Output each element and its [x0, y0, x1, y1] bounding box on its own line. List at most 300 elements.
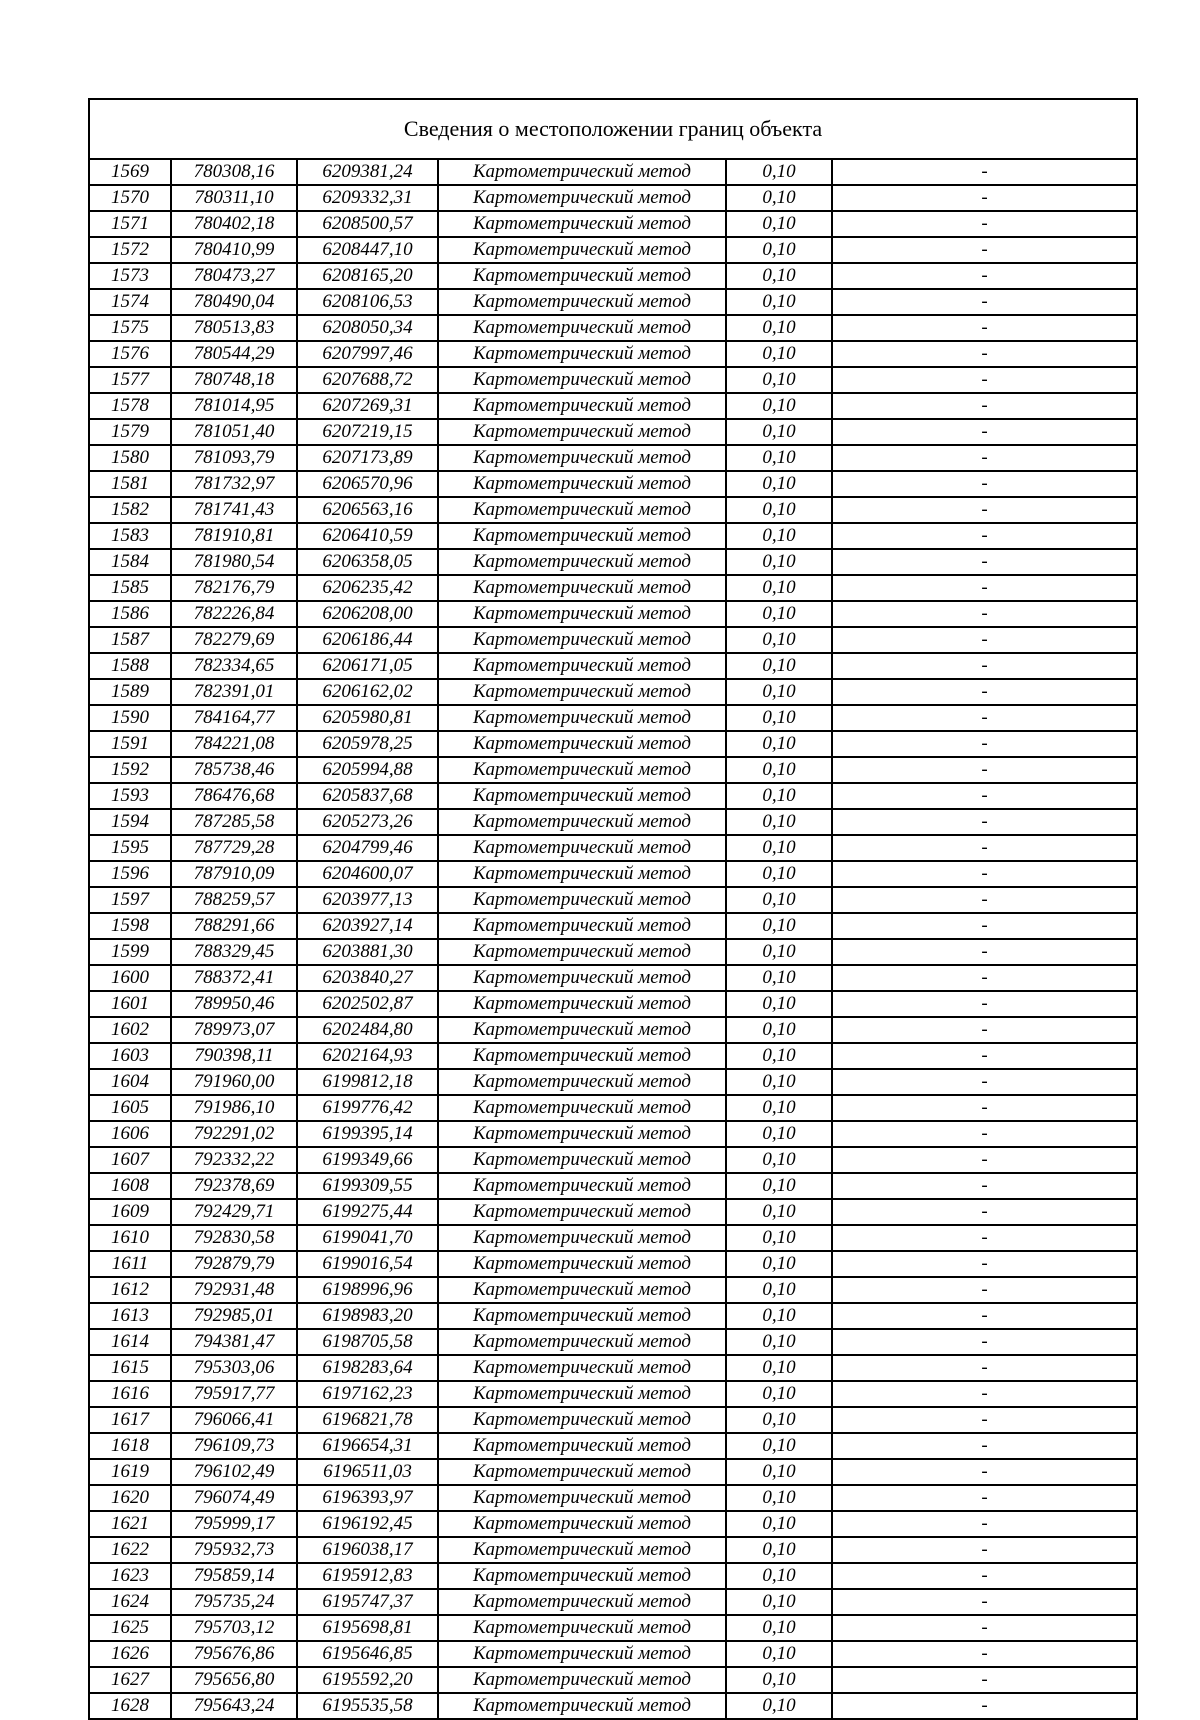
- point-number-cell: 1578: [90, 393, 171, 419]
- x-coordinate-cell: 795656,80: [171, 1667, 297, 1693]
- description-cell: -: [832, 211, 1136, 237]
- precision-cell: 0,10: [726, 1459, 832, 1485]
- y-coordinate-cell: 6206235,42: [297, 575, 438, 601]
- description-cell: -: [832, 1589, 1136, 1615]
- x-coordinate-cell: 789973,07: [171, 1017, 297, 1043]
- description-cell: -: [832, 1147, 1136, 1173]
- point-number-cell: 1603: [90, 1043, 171, 1069]
- y-coordinate-cell: 6195698,81: [297, 1615, 438, 1641]
- x-coordinate-cell: 795703,12: [171, 1615, 297, 1641]
- description-cell: -: [832, 549, 1136, 575]
- method-cell: Картометрический метод: [438, 393, 726, 419]
- x-coordinate-cell: 795917,77: [171, 1381, 297, 1407]
- x-coordinate-cell: 788372,41: [171, 965, 297, 991]
- precision-cell: 0,10: [726, 341, 832, 367]
- point-number-cell: 1620: [90, 1485, 171, 1511]
- x-coordinate-cell: 780402,18: [171, 211, 297, 237]
- method-cell: Картометрический метод: [438, 1381, 726, 1407]
- x-coordinate-cell: 795999,17: [171, 1511, 297, 1537]
- point-number-cell: 1571: [90, 211, 171, 237]
- y-coordinate-cell: 6199041,70: [297, 1225, 438, 1251]
- point-number-cell: 1580: [90, 445, 171, 471]
- method-cell: Картометрический метод: [438, 263, 726, 289]
- x-coordinate-cell: 788291,66: [171, 913, 297, 939]
- y-coordinate-cell: 6196393,97: [297, 1485, 438, 1511]
- x-coordinate-cell: 787285,58: [171, 809, 297, 835]
- table-row: [90, 1355, 1136, 1381]
- precision-cell: 0,10: [726, 1303, 832, 1329]
- description-cell: -: [832, 315, 1136, 341]
- y-coordinate-cell: 6197162,23: [297, 1381, 438, 1407]
- description-cell: -: [832, 575, 1136, 601]
- precision-cell: 0,10: [726, 887, 832, 913]
- precision-cell: 0,10: [726, 861, 832, 887]
- point-number-cell: 1619: [90, 1459, 171, 1485]
- x-coordinate-cell: 791986,10: [171, 1095, 297, 1121]
- description-cell: -: [832, 601, 1136, 627]
- table-row: [90, 1251, 1136, 1277]
- point-number-cell: 1611: [90, 1251, 171, 1277]
- description-cell: -: [832, 679, 1136, 705]
- precision-cell: 0,10: [726, 939, 832, 965]
- point-number-cell: 1587: [90, 627, 171, 653]
- table-row: [90, 471, 1136, 497]
- y-coordinate-cell: 6209381,24: [297, 160, 438, 185]
- point-number-cell: 1588: [90, 653, 171, 679]
- method-cell: Картометрический метод: [438, 1251, 726, 1277]
- point-number-cell: 1581: [90, 471, 171, 497]
- x-coordinate-cell: 791960,00: [171, 1069, 297, 1095]
- table-row: [90, 835, 1136, 861]
- precision-cell: 0,10: [726, 991, 832, 1017]
- description-cell: -: [832, 1355, 1136, 1381]
- method-cell: Картометрический метод: [438, 1069, 726, 1095]
- description-cell: -: [832, 393, 1136, 419]
- precision-cell: 0,10: [726, 1173, 832, 1199]
- precision-cell: 0,10: [726, 471, 832, 497]
- method-cell: Картометрический метод: [438, 679, 726, 705]
- description-cell: -: [832, 653, 1136, 679]
- point-number-cell: 1590: [90, 705, 171, 731]
- x-coordinate-cell: 795643,24: [171, 1693, 297, 1718]
- y-coordinate-cell: 6199309,55: [297, 1173, 438, 1199]
- method-cell: Картометрический метод: [438, 1277, 726, 1303]
- table-row: [90, 1303, 1136, 1329]
- precision-cell: 0,10: [726, 783, 832, 809]
- x-coordinate-cell: 789950,46: [171, 991, 297, 1017]
- precision-cell: 0,10: [726, 1693, 832, 1718]
- point-number-cell: 1576: [90, 341, 171, 367]
- table-row: [90, 445, 1136, 471]
- method-cell: Картометрический метод: [438, 1199, 726, 1225]
- precision-cell: 0,10: [726, 757, 832, 783]
- y-coordinate-cell: 6196038,17: [297, 1537, 438, 1563]
- point-number-cell: 1572: [90, 237, 171, 263]
- point-number-cell: 1602: [90, 1017, 171, 1043]
- y-coordinate-cell: 6199812,18: [297, 1069, 438, 1095]
- precision-cell: 0,10: [726, 289, 832, 315]
- description-cell: -: [832, 1303, 1136, 1329]
- y-coordinate-cell: 6203927,14: [297, 913, 438, 939]
- precision-cell: 0,10: [726, 1277, 832, 1303]
- description-cell: -: [832, 1537, 1136, 1563]
- method-cell: Картометрический метод: [438, 341, 726, 367]
- method-cell: Картометрический метод: [438, 315, 726, 341]
- precision-cell: 0,10: [726, 1667, 832, 1693]
- point-number-cell: 1573: [90, 263, 171, 289]
- description-cell: -: [832, 887, 1136, 913]
- table-row: [90, 1459, 1136, 1485]
- description-cell: -: [832, 1641, 1136, 1667]
- precision-cell: 0,10: [726, 1407, 832, 1433]
- x-coordinate-cell: 792291,02: [171, 1121, 297, 1147]
- y-coordinate-cell: 6205837,68: [297, 783, 438, 809]
- table-row: [90, 731, 1136, 757]
- x-coordinate-cell: 788259,57: [171, 887, 297, 913]
- table-row: [90, 627, 1136, 653]
- point-number-cell: 1622: [90, 1537, 171, 1563]
- x-coordinate-cell: 795303,06: [171, 1355, 297, 1381]
- y-coordinate-cell: 6195592,20: [297, 1667, 438, 1693]
- method-cell: Картометрический метод: [438, 1433, 726, 1459]
- x-coordinate-cell: 787729,28: [171, 835, 297, 861]
- precision-cell: 0,10: [726, 367, 832, 393]
- description-cell: -: [832, 1667, 1136, 1693]
- method-cell: Картометрический метод: [438, 835, 726, 861]
- point-number-cell: 1610: [90, 1225, 171, 1251]
- table-row: [90, 757, 1136, 783]
- point-number-cell: 1598: [90, 913, 171, 939]
- description-cell: -: [832, 991, 1136, 1017]
- table-row: [90, 1485, 1136, 1511]
- description-cell: -: [832, 1121, 1136, 1147]
- table-row: [90, 1147, 1136, 1173]
- description-cell: -: [832, 419, 1136, 445]
- description-cell: -: [832, 237, 1136, 263]
- method-cell: Картометрический метод: [438, 1459, 726, 1485]
- y-coordinate-cell: 6199275,44: [297, 1199, 438, 1225]
- method-cell: Картометрический метод: [438, 627, 726, 653]
- point-number-cell: 1621: [90, 1511, 171, 1537]
- point-number-cell: 1592: [90, 757, 171, 783]
- table-row: [90, 393, 1136, 419]
- table-row: [90, 913, 1136, 939]
- precision-cell: 0,10: [726, 913, 832, 939]
- description-cell: -: [832, 835, 1136, 861]
- precision-cell: 0,10: [726, 1017, 832, 1043]
- precision-cell: 0,10: [726, 835, 832, 861]
- precision-cell: 0,10: [726, 705, 832, 731]
- table-row: [90, 1277, 1136, 1303]
- table-row: [90, 1407, 1136, 1433]
- point-number-cell: 1586: [90, 601, 171, 627]
- precision-cell: 0,10: [726, 679, 832, 705]
- table-row: [90, 601, 1136, 627]
- table-row: [90, 939, 1136, 965]
- point-number-cell: 1585: [90, 575, 171, 601]
- y-coordinate-cell: 6199349,66: [297, 1147, 438, 1173]
- method-cell: Картометрический метод: [438, 1095, 726, 1121]
- point-number-cell: 1607: [90, 1147, 171, 1173]
- y-coordinate-cell: 6203840,27: [297, 965, 438, 991]
- y-coordinate-cell: 6206570,96: [297, 471, 438, 497]
- x-coordinate-cell: 796109,73: [171, 1433, 297, 1459]
- x-coordinate-cell: 780544,29: [171, 341, 297, 367]
- x-coordinate-cell: 780490,04: [171, 289, 297, 315]
- point-number-cell: 1582: [90, 497, 171, 523]
- table-row: [90, 679, 1136, 705]
- point-number-cell: 1597: [90, 887, 171, 913]
- y-coordinate-cell: 6204799,46: [297, 835, 438, 861]
- y-coordinate-cell: 6206186,44: [297, 627, 438, 653]
- point-number-cell: 1616: [90, 1381, 171, 1407]
- method-cell: Картометрический метод: [438, 1693, 726, 1718]
- y-coordinate-cell: 6209332,31: [297, 185, 438, 211]
- x-coordinate-cell: 792985,01: [171, 1303, 297, 1329]
- y-coordinate-cell: 6198983,20: [297, 1303, 438, 1329]
- description-cell: -: [832, 705, 1136, 731]
- method-cell: Картометрический метод: [438, 1225, 726, 1251]
- table-row: [90, 783, 1136, 809]
- x-coordinate-cell: 792378,69: [171, 1173, 297, 1199]
- y-coordinate-cell: 6202502,87: [297, 991, 438, 1017]
- y-coordinate-cell: 6206208,00: [297, 601, 438, 627]
- y-coordinate-cell: 6208106,53: [297, 289, 438, 315]
- x-coordinate-cell: 794381,47: [171, 1329, 297, 1355]
- table-row: [90, 341, 1136, 367]
- y-coordinate-cell: 6205980,81: [297, 705, 438, 731]
- x-coordinate-cell: 781732,97: [171, 471, 297, 497]
- table-row: [90, 1095, 1136, 1121]
- method-cell: Картометрический метод: [438, 783, 726, 809]
- y-coordinate-cell: 6202484,80: [297, 1017, 438, 1043]
- point-number-cell: 1604: [90, 1069, 171, 1095]
- y-coordinate-cell: 6195747,37: [297, 1589, 438, 1615]
- precision-cell: 0,10: [726, 653, 832, 679]
- method-cell: Картометрический метод: [438, 939, 726, 965]
- description-cell: -: [832, 1277, 1136, 1303]
- table-row: [90, 160, 1136, 185]
- method-cell: Картометрический метод: [438, 1147, 726, 1173]
- table-row: [90, 1511, 1136, 1537]
- table-row: [90, 1199, 1136, 1225]
- x-coordinate-cell: 780311,10: [171, 185, 297, 211]
- x-coordinate-cell: 788329,45: [171, 939, 297, 965]
- description-cell: -: [832, 965, 1136, 991]
- table-row: [90, 367, 1136, 393]
- table-row: [90, 1329, 1136, 1355]
- description-cell: -: [832, 289, 1136, 315]
- y-coordinate-cell: 6207269,31: [297, 393, 438, 419]
- table-row: [90, 1563, 1136, 1589]
- precision-cell: 0,10: [726, 1069, 832, 1095]
- x-coordinate-cell: 782176,79: [171, 575, 297, 601]
- table-row: [90, 809, 1136, 835]
- x-coordinate-cell: 782334,65: [171, 653, 297, 679]
- x-coordinate-cell: 780513,83: [171, 315, 297, 341]
- precision-cell: 0,10: [726, 185, 832, 211]
- x-coordinate-cell: 781051,40: [171, 419, 297, 445]
- table-row: [90, 653, 1136, 679]
- x-coordinate-cell: 792931,48: [171, 1277, 297, 1303]
- description-cell: -: [832, 1485, 1136, 1511]
- method-cell: Картометрический метод: [438, 705, 726, 731]
- table-row: [90, 575, 1136, 601]
- x-coordinate-cell: 781014,95: [171, 393, 297, 419]
- description-cell: -: [832, 1433, 1136, 1459]
- y-coordinate-cell: 6206410,59: [297, 523, 438, 549]
- point-number-cell: 1627: [90, 1667, 171, 1693]
- x-coordinate-cell: 781980,54: [171, 549, 297, 575]
- x-coordinate-cell: 796102,49: [171, 1459, 297, 1485]
- x-coordinate-cell: 792332,22: [171, 1147, 297, 1173]
- document-sheet: [88, 98, 1138, 1720]
- precision-cell: 0,10: [726, 1537, 832, 1563]
- point-number-cell: 1589: [90, 679, 171, 705]
- point-number-cell: 1628: [90, 1693, 171, 1718]
- point-number-cell: 1615: [90, 1355, 171, 1381]
- y-coordinate-cell: 6205273,26: [297, 809, 438, 835]
- table-body: [90, 160, 1136, 1718]
- method-cell: Картометрический метод: [438, 549, 726, 575]
- y-coordinate-cell: 6205994,88: [297, 757, 438, 783]
- x-coordinate-cell: 782391,01: [171, 679, 297, 705]
- precision-cell: 0,10: [726, 1121, 832, 1147]
- description-cell: -: [832, 185, 1136, 211]
- precision-cell: 0,10: [726, 315, 832, 341]
- y-coordinate-cell: 6203977,13: [297, 887, 438, 913]
- method-cell: Картометрический метод: [438, 731, 726, 757]
- point-number-cell: 1579: [90, 419, 171, 445]
- method-cell: Картометрический метод: [438, 1043, 726, 1069]
- method-cell: Картометрический метод: [438, 809, 726, 835]
- description-cell: -: [832, 497, 1136, 523]
- precision-cell: 0,10: [726, 497, 832, 523]
- point-number-cell: 1575: [90, 315, 171, 341]
- method-cell: Картометрический метод: [438, 1407, 726, 1433]
- precision-cell: 0,10: [726, 1485, 832, 1511]
- table-row: [90, 1121, 1136, 1147]
- point-number-cell: 1626: [90, 1641, 171, 1667]
- description-cell: -: [832, 939, 1136, 965]
- precision-cell: 0,10: [726, 1329, 832, 1355]
- point-number-cell: 1609: [90, 1199, 171, 1225]
- y-coordinate-cell: 6206358,05: [297, 549, 438, 575]
- table-row: [90, 861, 1136, 887]
- point-number-cell: 1577: [90, 367, 171, 393]
- document-title: Сведения о местоположении границ объекта: [90, 100, 1136, 160]
- table-row: [90, 211, 1136, 237]
- description-cell: -: [832, 783, 1136, 809]
- description-cell: -: [832, 861, 1136, 887]
- y-coordinate-cell: 6199395,14: [297, 1121, 438, 1147]
- y-coordinate-cell: 6207688,72: [297, 367, 438, 393]
- description-cell: -: [981, 1695, 988, 1716]
- method-cell: Картометрический метод: [438, 471, 726, 497]
- description-cell: -: [832, 1225, 1136, 1251]
- method-cell: Картометрический метод: [438, 1355, 726, 1381]
- x-coordinate-cell: 786476,68: [171, 783, 297, 809]
- point-number-cell: 1624: [90, 1589, 171, 1615]
- x-coordinate-cell: 796074,49: [171, 1485, 297, 1511]
- table-row: [90, 1173, 1136, 1199]
- y-coordinate-cell: 6206563,16: [297, 497, 438, 523]
- method-cell: Картометрический метод: [438, 1615, 726, 1641]
- description-cell: -: [832, 627, 1136, 653]
- table-row: [90, 289, 1136, 315]
- x-coordinate-cell: 784221,08: [171, 731, 297, 757]
- method-cell: Картометрический метод: [438, 653, 726, 679]
- precision-cell: 0,10: [726, 1589, 832, 1615]
- precision-cell: 0,10: [726, 263, 832, 289]
- precision-cell: 0,10: [726, 1563, 832, 1589]
- point-number-cell: 1625: [90, 1615, 171, 1641]
- precision-cell: 0,10: [726, 160, 832, 185]
- description-cell: -: [832, 1017, 1136, 1043]
- table-row: [90, 1043, 1136, 1069]
- y-coordinate-cell: 6206171,05: [297, 653, 438, 679]
- point-number-cell: 1601: [90, 991, 171, 1017]
- method-cell: Картометрический метод: [438, 965, 726, 991]
- y-coordinate-cell: 6195646,85: [297, 1641, 438, 1667]
- precision-cell: 0,10: [726, 627, 832, 653]
- description-cell: -: [832, 1563, 1136, 1589]
- point-number-cell: 1596: [90, 861, 171, 887]
- table-row: [90, 523, 1136, 549]
- y-coordinate-cell: 6203881,30: [297, 939, 438, 965]
- point-number-cell: 1600: [90, 965, 171, 991]
- precision-cell: 0,10: [726, 1511, 832, 1537]
- x-coordinate-cell: 795735,24: [171, 1589, 297, 1615]
- table-row: [90, 1225, 1136, 1251]
- table-row: [90, 263, 1136, 289]
- table-row: [90, 1589, 1136, 1615]
- table-row: [90, 419, 1136, 445]
- y-coordinate-cell: 6206162,02: [297, 679, 438, 705]
- table-row: [90, 1693, 1136, 1718]
- x-coordinate-cell: 785738,46: [171, 757, 297, 783]
- method-cell: Картометрический метод: [438, 1485, 726, 1511]
- method-cell: Картометрический метод: [438, 1589, 726, 1615]
- y-coordinate-cell: 6202164,93: [297, 1043, 438, 1069]
- method-cell: Картометрический метод: [438, 1017, 726, 1043]
- y-coordinate-cell: 6199016,54: [297, 1251, 438, 1277]
- precision-cell: 0,10: [726, 731, 832, 757]
- precision-cell: 0,10: [726, 419, 832, 445]
- precision-cell: 0,10: [726, 393, 832, 419]
- x-coordinate-cell: 780410,99: [171, 237, 297, 263]
- table-row: [90, 1433, 1136, 1459]
- precision-cell: 0,10: [726, 601, 832, 627]
- precision-cell: 0,10: [726, 1043, 832, 1069]
- y-coordinate-cell: 6198996,96: [297, 1277, 438, 1303]
- y-coordinate-cell: 6198283,64: [297, 1355, 438, 1381]
- precision-cell: 0,10: [726, 1641, 832, 1667]
- precision-cell: 0,10: [726, 1433, 832, 1459]
- description-cell: -: [832, 1069, 1136, 1095]
- method-cell: Картометрический метод: [438, 1121, 726, 1147]
- point-number-cell: 1612: [90, 1277, 171, 1303]
- y-coordinate-cell: 6205978,25: [297, 731, 438, 757]
- y-coordinate-cell: 6207219,15: [297, 419, 438, 445]
- point-number-cell: 1614: [90, 1329, 171, 1355]
- y-coordinate-cell: 6196654,31: [297, 1433, 438, 1459]
- description-cell: -: [832, 757, 1136, 783]
- x-coordinate-cell: 787910,09: [171, 861, 297, 887]
- x-coordinate-cell: 781741,43: [171, 497, 297, 523]
- table-row: [90, 237, 1136, 263]
- precision-cell: 0,10: [726, 965, 832, 991]
